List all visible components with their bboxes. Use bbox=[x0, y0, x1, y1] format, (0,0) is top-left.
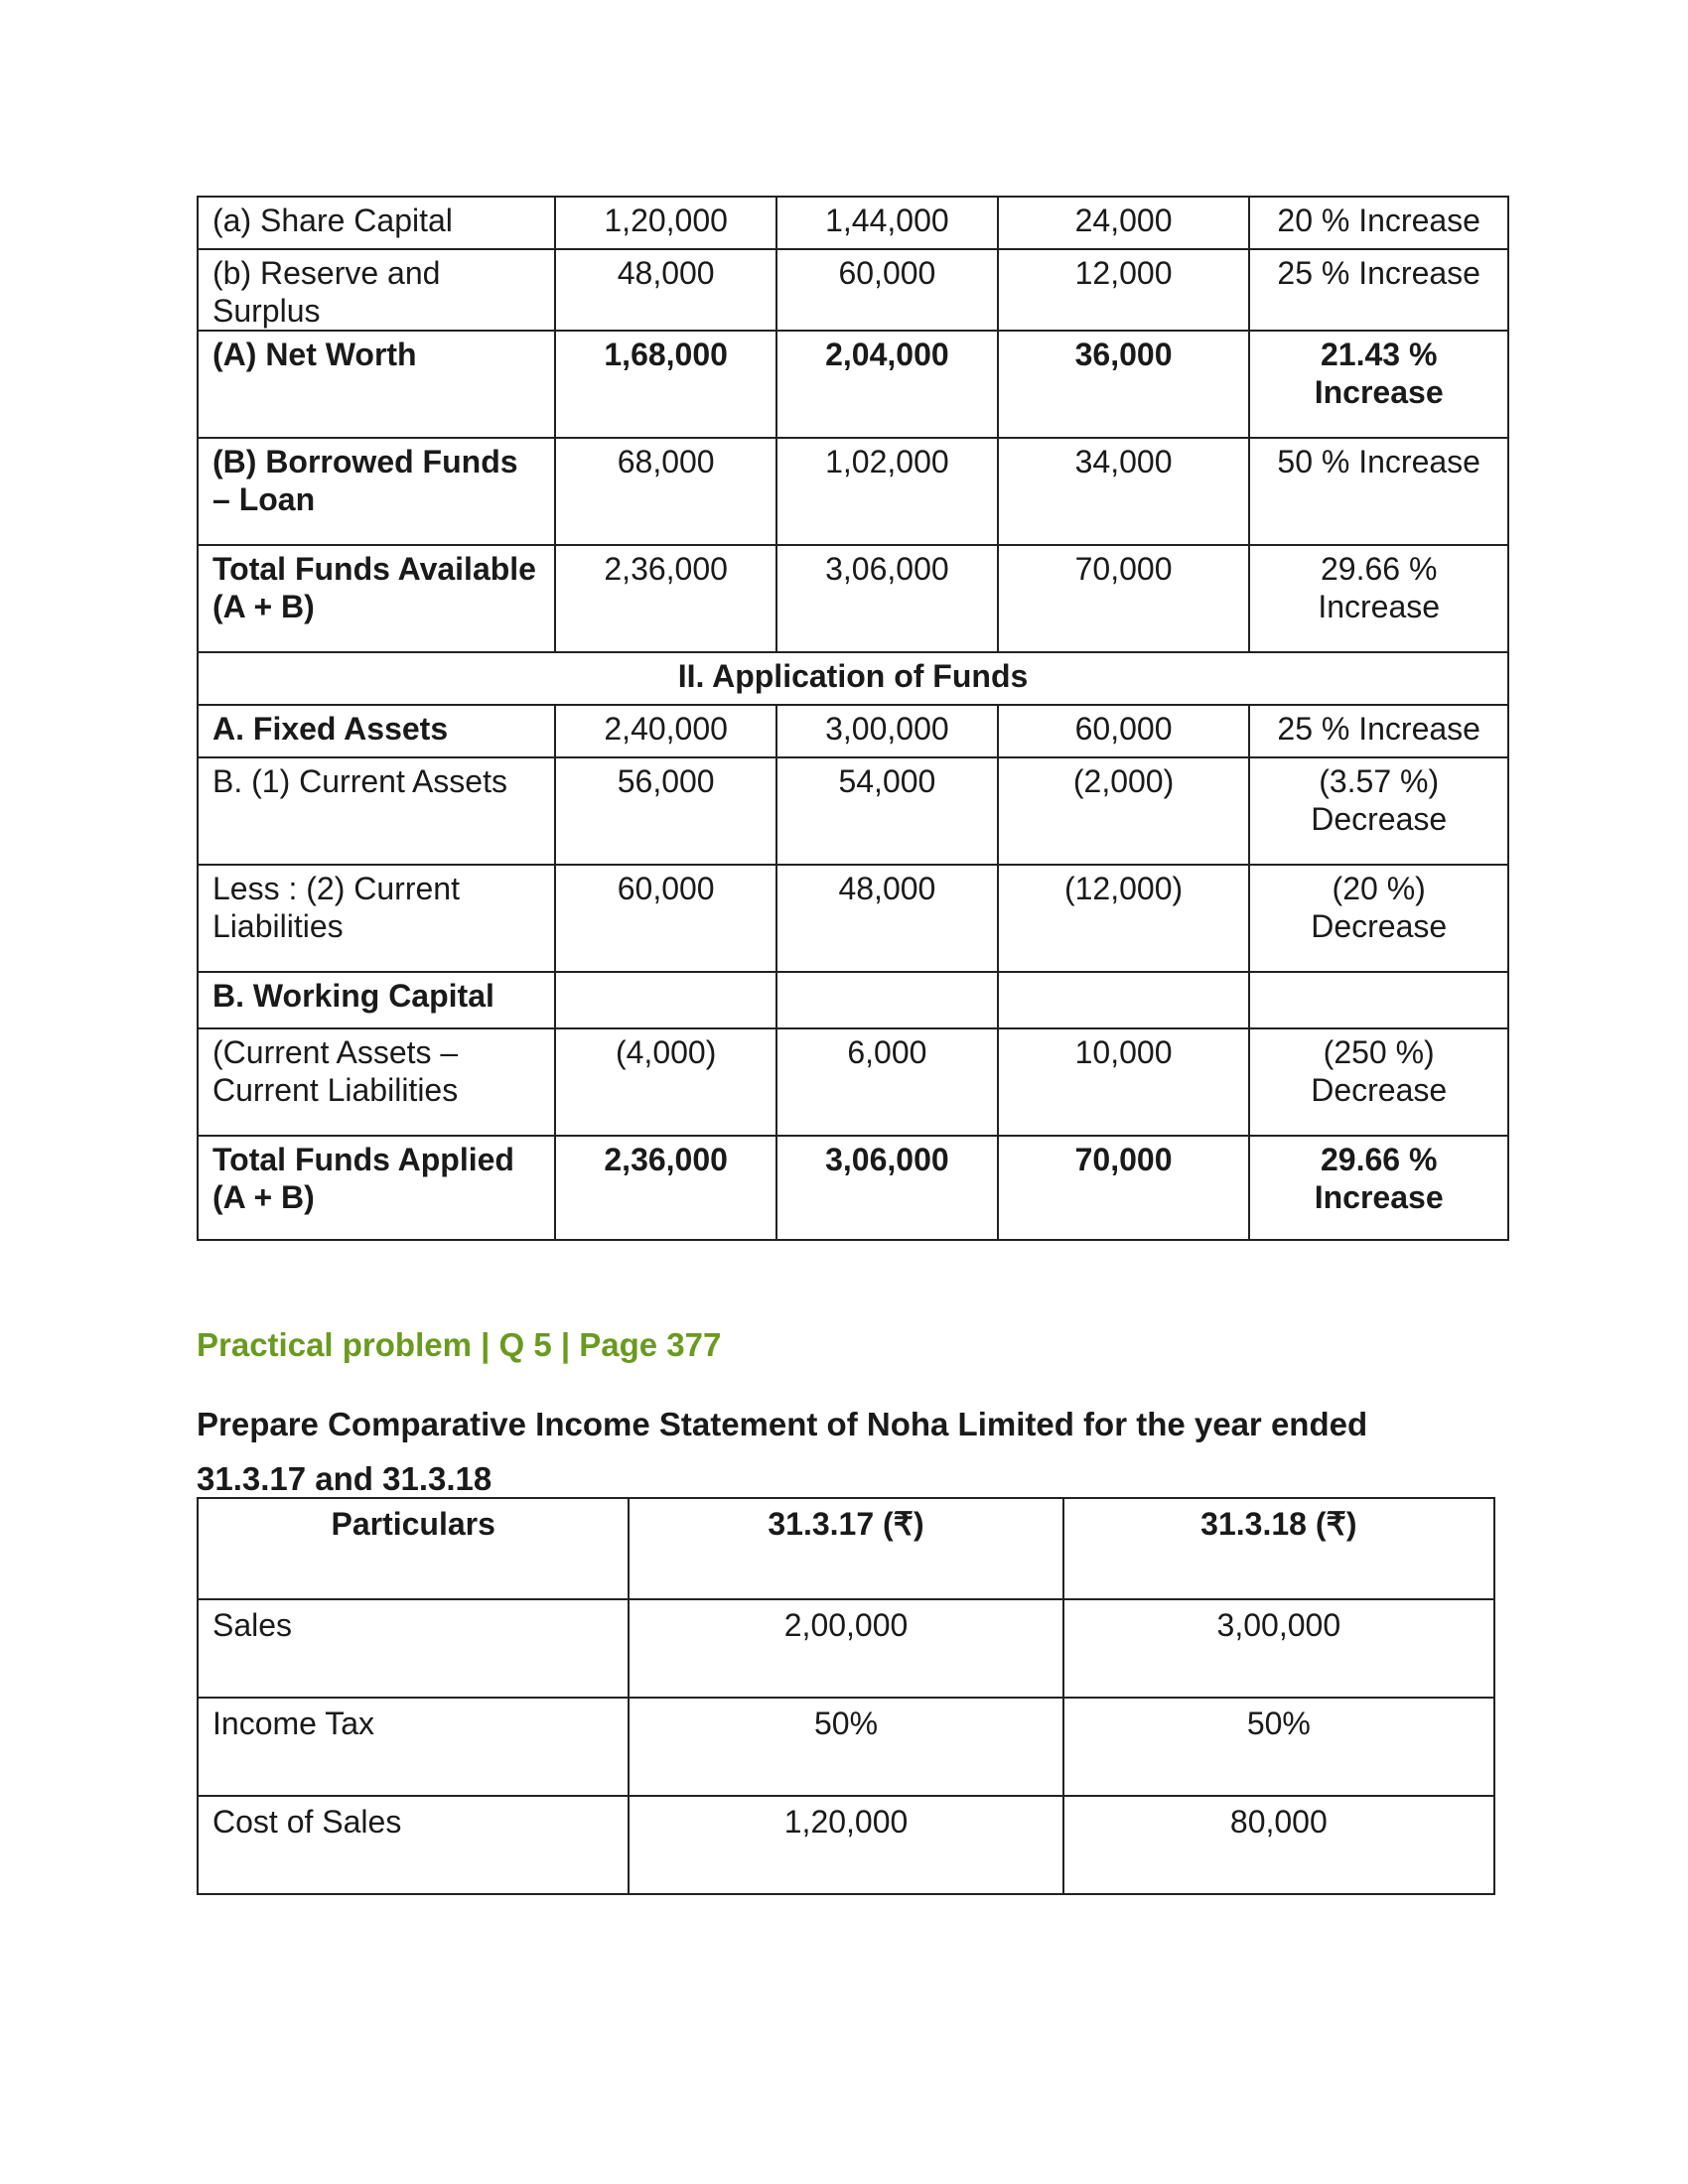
value-cell: 10,000 bbox=[998, 1028, 1250, 1136]
value-cell: 70,000 bbox=[998, 545, 1250, 652]
value-cell: 1,20,000 bbox=[629, 1796, 1062, 1894]
value-cell: 34,000 bbox=[998, 438, 1250, 545]
value-cell: (20 %) Decrease bbox=[1249, 865, 1508, 972]
value-cell: 3,06,000 bbox=[776, 1136, 998, 1240]
row-label: (a) Share Capital bbox=[198, 197, 555, 249]
value-cell: (4,000) bbox=[555, 1028, 776, 1136]
row-label: (A) Net Worth bbox=[198, 331, 555, 438]
row-label: Cost of Sales bbox=[198, 1796, 629, 1894]
value-cell: (2,000) bbox=[998, 757, 1250, 865]
value-cell: 36,000 bbox=[998, 331, 1250, 438]
value-cell: (3.57 %) Decrease bbox=[1249, 757, 1508, 865]
table-row bbox=[198, 1796, 1494, 1894]
value-cell: 1,20,000 bbox=[555, 197, 776, 249]
practical-problem-heading: Practical problem | Q 5 | Page 377 bbox=[197, 1326, 722, 1363]
section-heading: II. Application of Funds bbox=[198, 652, 1508, 705]
income-statement-table bbox=[197, 1497, 1495, 1895]
column-header: Particulars bbox=[198, 1498, 629, 1599]
value-cell: 48,000 bbox=[776, 865, 998, 972]
table-row bbox=[198, 757, 1508, 865]
row-label: (b) Reserve and Surplus bbox=[198, 249, 555, 331]
value-cell bbox=[1249, 972, 1508, 1028]
section-heading-row bbox=[198, 652, 1508, 705]
value-cell: 24,000 bbox=[998, 197, 1250, 249]
value-cell bbox=[555, 972, 776, 1028]
value-cell: 2,00,000 bbox=[629, 1599, 1062, 1698]
value-cell bbox=[998, 972, 1250, 1028]
value-cell: 2,36,000 bbox=[555, 545, 776, 652]
value-cell: 60,000 bbox=[555, 865, 776, 972]
value-cell: 1,68,000 bbox=[555, 331, 776, 438]
row-label: Total Funds Available (A + B) bbox=[198, 545, 555, 652]
value-cell: 48,000 bbox=[555, 249, 776, 331]
row-label: A. Fixed Assets bbox=[198, 705, 555, 757]
row-label: Less : (2) Current Liabilities bbox=[198, 865, 555, 972]
value-cell: 29.66 % Increase bbox=[1249, 545, 1508, 652]
value-cell: 20 % Increase bbox=[1249, 197, 1508, 249]
question-text: 31.3.17 and 31.3.18 bbox=[197, 1460, 492, 1497]
value-cell: 54,000 bbox=[776, 757, 998, 865]
table-row bbox=[198, 865, 1508, 972]
value-cell: 50% bbox=[629, 1698, 1062, 1796]
table-row bbox=[198, 705, 1508, 757]
table-row bbox=[198, 1028, 1508, 1136]
table-row bbox=[198, 972, 1508, 1028]
value-cell: 2,36,000 bbox=[555, 1136, 776, 1240]
value-cell: 25 % Increase bbox=[1249, 249, 1508, 331]
table-row bbox=[198, 1698, 1494, 1796]
value-cell: 2,04,000 bbox=[776, 331, 998, 438]
value-cell: 3,06,000 bbox=[776, 545, 998, 652]
funds-table bbox=[197, 196, 1509, 1241]
table-header-row bbox=[198, 1498, 1494, 1599]
value-cell: 21.43 % Increase bbox=[1249, 331, 1508, 438]
value-cell: 70,000 bbox=[998, 1136, 1250, 1240]
table-row bbox=[198, 249, 1508, 331]
question-text: Prepare Comparative Income Statement of Noha Limited for the year ended bbox=[197, 1406, 1368, 1442]
table-row bbox=[198, 331, 1508, 438]
row-label: Income Tax bbox=[198, 1698, 629, 1796]
value-cell: 60,000 bbox=[998, 705, 1250, 757]
row-label: B. Working Capital bbox=[198, 972, 555, 1028]
value-cell: 60,000 bbox=[776, 249, 998, 331]
row-label: (Current Assets – Current Liabilities bbox=[198, 1028, 555, 1136]
value-cell: 50% bbox=[1063, 1698, 1494, 1796]
row-label: Total Funds Applied (A + B) bbox=[198, 1136, 555, 1240]
value-cell: 12,000 bbox=[998, 249, 1250, 331]
value-cell bbox=[776, 972, 998, 1028]
value-cell: 2,40,000 bbox=[555, 705, 776, 757]
value-cell: 1,44,000 bbox=[776, 197, 998, 249]
table-row bbox=[198, 545, 1508, 652]
value-cell: 80,000 bbox=[1063, 1796, 1494, 1894]
value-cell: 50 % Increase bbox=[1249, 438, 1508, 545]
value-cell: 29.66 % Increase bbox=[1249, 1136, 1508, 1240]
column-header: 31.3.18 (₹) bbox=[1063, 1498, 1494, 1599]
row-label: B. (1) Current Assets bbox=[198, 757, 555, 865]
column-header: 31.3.17 (₹) bbox=[629, 1498, 1062, 1599]
value-cell: 6,000 bbox=[776, 1028, 998, 1136]
value-cell: (250 %) Decrease bbox=[1249, 1028, 1508, 1136]
value-cell: 1,02,000 bbox=[776, 438, 998, 545]
value-cell: 3,00,000 bbox=[776, 705, 998, 757]
value-cell: 68,000 bbox=[555, 438, 776, 545]
table-row bbox=[198, 1599, 1494, 1698]
table-row bbox=[198, 438, 1508, 545]
row-label: (B) Borrowed Funds – Loan bbox=[198, 438, 555, 545]
value-cell: 56,000 bbox=[555, 757, 776, 865]
table-row bbox=[198, 197, 1508, 249]
table-row bbox=[198, 1136, 1508, 1240]
row-label: Sales bbox=[198, 1599, 629, 1698]
value-cell: 3,00,000 bbox=[1063, 1599, 1494, 1698]
value-cell: 25 % Increase bbox=[1249, 705, 1508, 757]
value-cell: (12,000) bbox=[998, 865, 1250, 972]
